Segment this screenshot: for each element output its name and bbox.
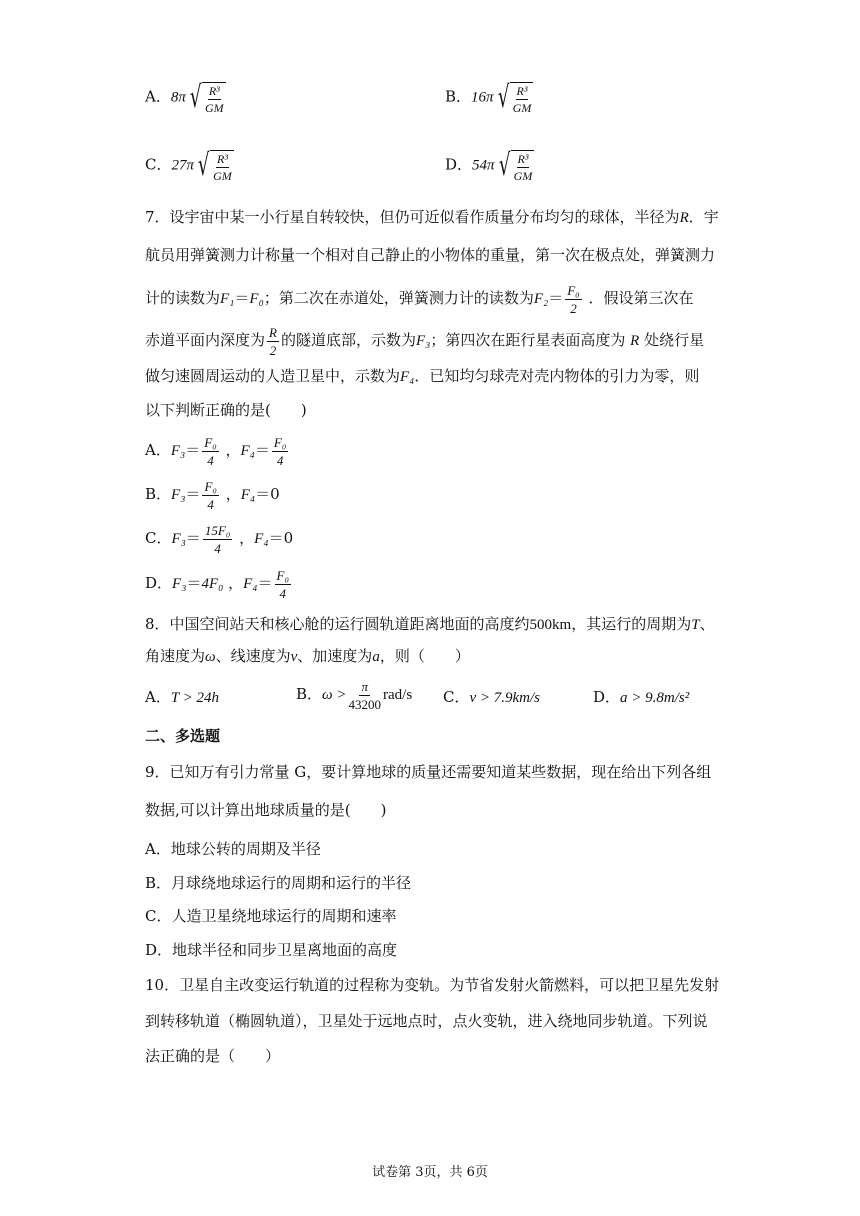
q8-line-2: 角速度为ω、线速度为v、加速度为a，则（ ）: [145, 647, 470, 665]
q7-line-1: 7．设宇宙中某一小行星自转较快，但仍可近似看作质量分布均匀的球体，半径为R．宇: [145, 208, 719, 226]
fraction: $\frac{\text{F₀}}{2}$: [567, 282, 580, 316]
q7-option-d: D．F₃＝4F₀ ，F₄＝ $\frac{\text{F₀}}{4}$: [145, 567, 289, 601]
q8-option-d: D．a > 9.8m/s²: [593, 688, 690, 706]
q9-line-2: 数据,可以计算出地球质量的是( ): [145, 801, 387, 819]
sqrt-expression: √ $\frac{\text{R³}}{GM}$: [197, 148, 232, 183]
section-heading: 二、多选题: [145, 727, 221, 745]
q7-line-6: 以下判断正确的是( ): [145, 401, 307, 419]
q7-option-c: C．F₃＝ $\frac{\text{15F₀}}{4}$ ，F₄＝0: [145, 522, 294, 556]
q6-option-c: C．27π √ $\frac{\text{R³}}{GM}$: [145, 148, 232, 183]
q6-option-b: B．16π √ $\frac{\text{R³}}{GM}$: [445, 80, 532, 115]
q8-option-c: C．v > 7.9km/s: [443, 688, 541, 706]
q7-option-a: A．F₃＝ $\frac{\text{F₀}}{4}$ ，F₄＝ $\frac{\text{F₀}}{4}$: [145, 434, 287, 468]
q9-option-a: A．地球公转的周期及半径: [145, 840, 321, 858]
q9-option-b: B．月球绕地球运行的周期和运行的半径: [145, 874, 412, 892]
q9-option-d: D．地球半径和同步卫星离地面的高度: [145, 941, 398, 959]
q10-line-1: 10．卫星自主改变运行轨道的过程称为变轨。为节省发射火箭燃料，可以把卫星先发射: [145, 976, 720, 994]
q8-line-1: 8．中国空间站天和核心舱的运行圆轨道距离地面的高度约500km，其运行的周期为T、: [145, 615, 715, 633]
sqrt-expression: √ $\frac{\text{R³}}{GM}$: [189, 80, 224, 115]
q7-line-4: 赤道平面内深度为 $\frac{R}{2}$ 的隧道底部，示数为F₃；第四次在距行星表面高度为 R 处绕行星: [145, 324, 705, 358]
q9-line-1: 9．已知万有引力常量 G，要计算地球的质量还需要知道某些数据，现在给出下列各组: [145, 763, 712, 781]
q6-option-d: D．54π √ $\frac{\text{R³}}{GM}$: [445, 148, 533, 183]
sqrt-expression: √ $\frac{\text{R³}}{GM}$: [497, 80, 532, 115]
q7-line-5: 做匀速圆周运动的人造卫星中，示数为F₄．已知均匀球壳对壳内物体的引力为零，则: [145, 367, 700, 385]
q7-line-2: 航员用弹簧测力计称量一个相对自己静止的小物体的重量，第一次在极点处，弹簧测力: [145, 246, 716, 264]
q6-option-a: A．8π √ $\frac{\text{R³}}{GM}$: [145, 80, 224, 115]
q10-line-3: 法正确的是（ ）: [145, 1047, 281, 1065]
q7-line-3: 计的读数为F₁＝F₀；第二次在赤道处，弹簧测力计的读数为F₂＝ $\frac{\text{F₀}}{2}$ ．假设第三次在: [145, 282, 694, 316]
q8-option-a: A．T > 24h: [145, 688, 220, 706]
sqrt-expression: √ $\frac{\text{R³}}{GM}$: [498, 148, 533, 183]
q8-option-b: B．ω > $\frac{\pi}{43200}$ rad/s: [296, 678, 413, 712]
q7-option-b: B．F₃＝ $\frac{\text{F₀}}{4}$ ，F₄＝0: [145, 478, 280, 512]
fraction: $\frac{R}{2}$: [269, 324, 277, 358]
q10-line-2: 到转移轨道（椭圆轨道），卫星处于远地点时，点火变轨，进入绕地同步轨道。下列说: [145, 1012, 708, 1030]
q9-option-c: C．人造卫星绕地球运行的周期和速率: [145, 907, 397, 925]
page-footer: 试卷第 3页，共 6页: [372, 1165, 488, 1180]
